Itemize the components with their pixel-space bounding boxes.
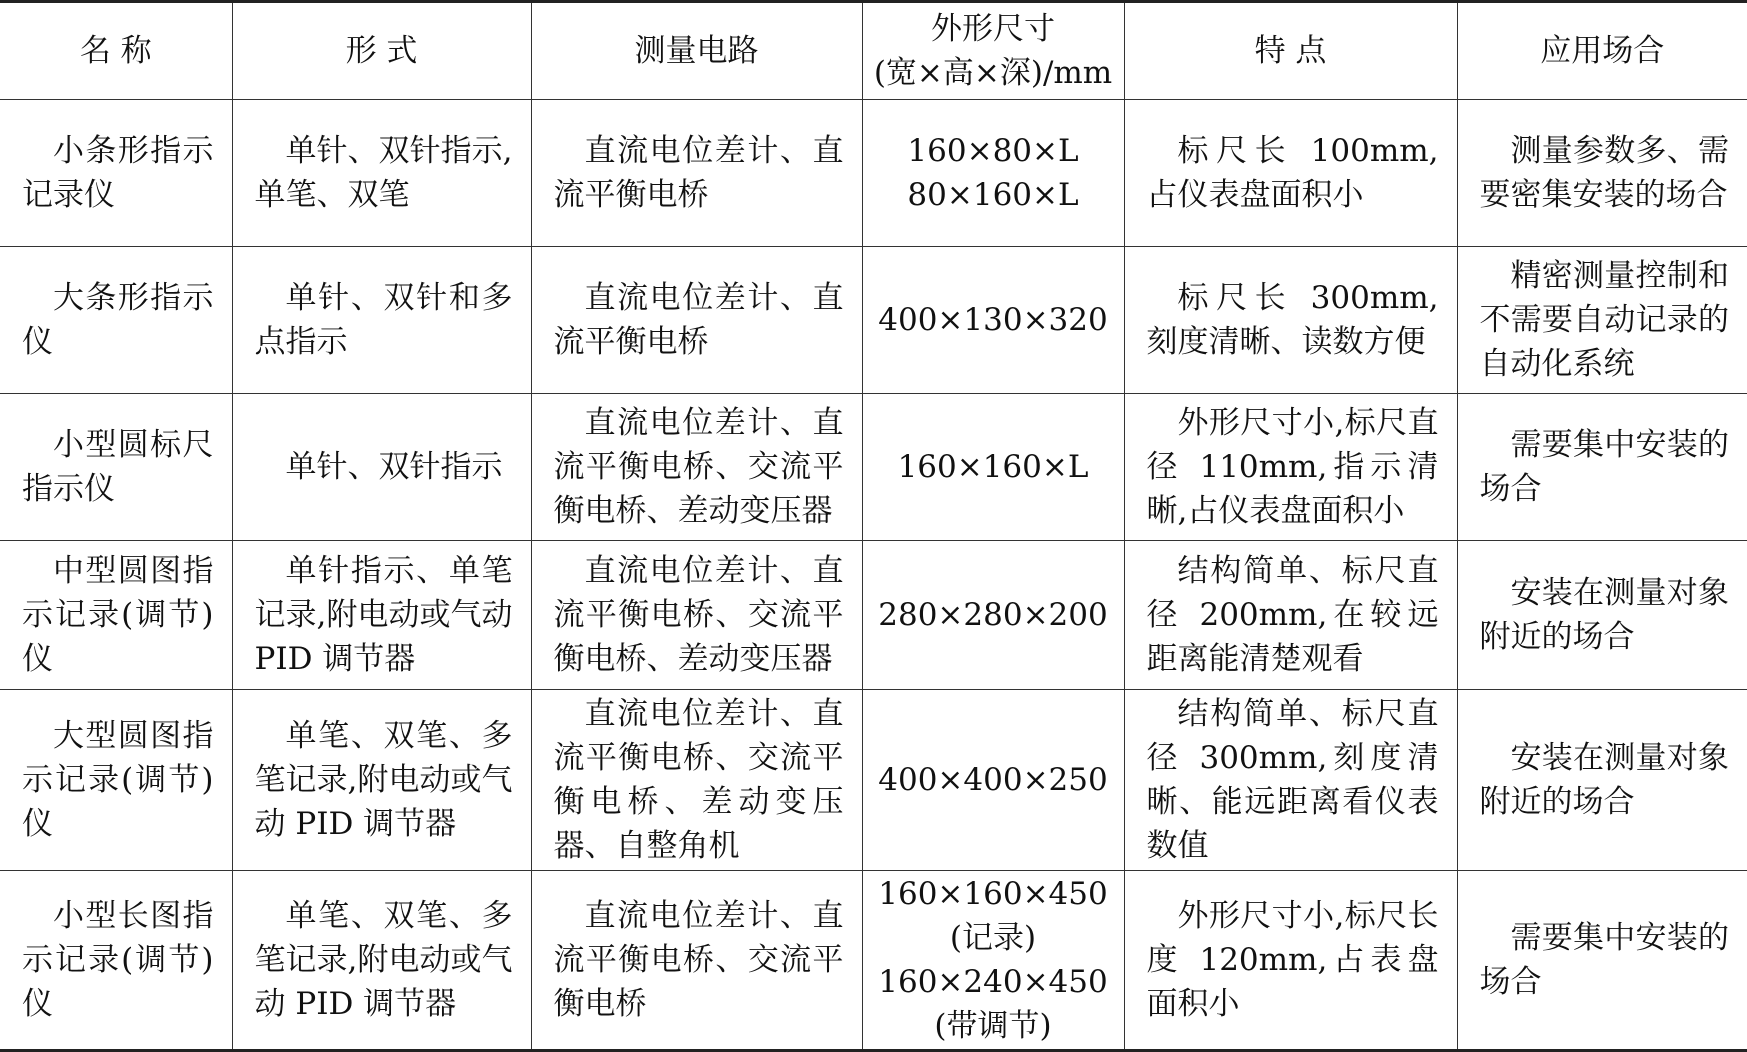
header-feature: 特 点 — [1124, 2, 1457, 100]
size-line: 280×280×200 — [878, 597, 1108, 633]
table-body — [0, 100, 1747, 1051]
table-header — [0, 2, 1747, 100]
cell-application: 安装在测量对象附近的场合 — [1457, 541, 1747, 690]
size-line: (记录) — [949, 920, 1037, 956]
cell-circuit: 直流电位差计、直流平衡电桥 — [531, 247, 862, 394]
header-size-line1: 外形尺寸 — [931, 11, 1055, 47]
cell-application: 需要集中安装的场合 — [1457, 871, 1747, 1051]
cell-application: 需要集中安装的场合 — [1457, 394, 1747, 541]
cell-feature: 结构简单、标尺直径 300mm,刻度清晰、能远距离看仪表数值 — [1124, 690, 1457, 871]
cell-size — [862, 100, 1124, 247]
cell-name: 小条形指示记录仪 — [0, 100, 232, 247]
cell-feature: 标尺长 300mm,刻度清晰、读数方便 — [1124, 247, 1457, 394]
size-line: 400×130×320 — [878, 302, 1108, 338]
table-row — [0, 394, 1747, 541]
cell-form: 单针、双针指示,单笔、双笔 — [232, 100, 531, 247]
cell-circuit: 直流电位差计、直流平衡电桥、交流平衡电桥、差动变压器、自整角机 — [531, 690, 862, 871]
cell-form: 单针、双针指示 — [232, 394, 531, 541]
size-line: (带调节) — [934, 1008, 1052, 1044]
cell-feature: 标尺长 100mm,占仪表盘面积小 — [1124, 100, 1457, 247]
header-size — [862, 2, 1124, 100]
table-row — [0, 100, 1747, 247]
header-circuit: 测量电路 — [531, 2, 862, 100]
cell-application: 测量参数多、需要密集安装的场合 — [1457, 100, 1747, 247]
cell-size — [862, 871, 1124, 1051]
header-size-line2: (宽×高×深)/mm — [873, 55, 1113, 91]
cell-name: 中型圆图指示记录(调节)仪 — [0, 541, 232, 690]
size-line: 160×240×450 — [878, 964, 1108, 1000]
cell-form: 单针、双针和多点指示 — [232, 247, 531, 394]
cell-size — [862, 690, 1124, 871]
cell-circuit: 直流电位差计、直流平衡电桥、交流平衡电桥、差动变压器 — [531, 394, 862, 541]
cell-name: 小型圆标尺指示仪 — [0, 394, 232, 541]
cell-form: 单针指示、单笔记录,附电动或气动 PID 调节器 — [232, 541, 531, 690]
header-name: 名 称 — [0, 2, 232, 100]
size-line: 160×160×450 — [878, 876, 1108, 912]
cell-circuit: 直流电位差计、直流平衡电桥 — [531, 100, 862, 247]
header-application: 应用场合 — [1457, 2, 1747, 100]
cell-name: 小型长图指示记录(调节)仪 — [0, 871, 232, 1051]
size-line: 400×400×250 — [878, 762, 1108, 798]
table-row — [0, 690, 1747, 871]
cell-application: 安装在测量对象附近的场合 — [1457, 690, 1747, 871]
size-line: 160×160×L — [897, 449, 1089, 485]
cell-size — [862, 247, 1124, 394]
cell-circuit: 直流电位差计、直流平衡电桥、交流平衡电桥 — [531, 871, 862, 1051]
table-row — [0, 541, 1747, 690]
header-row — [0, 2, 1747, 100]
cell-application: 精密测量控制和不需要自动记录的自动化系统 — [1457, 247, 1747, 394]
cell-feature: 结构简单、标尺直径 200mm,在较远距离能清楚观看 — [1124, 541, 1457, 690]
table-row — [0, 871, 1747, 1051]
cell-form: 单笔、双笔、多笔记录,附电动或气动 PID 调节器 — [232, 690, 531, 871]
cell-size — [862, 541, 1124, 690]
header-form: 形 式 — [232, 2, 531, 100]
size-line: 160×80×L — [907, 133, 1079, 169]
cell-feature: 外形尺寸小,标尺长度 120mm,占表盘面积小 — [1124, 871, 1457, 1051]
cell-size — [862, 394, 1124, 541]
cell-form: 单笔、双笔、多笔记录,附电动或气动 PID 调节器 — [232, 871, 531, 1051]
cell-feature: 外形尺寸小,标尺直径 110mm,指示清晰,占仪表盘面积小 — [1124, 394, 1457, 541]
size-line: 80×160×L — [907, 177, 1079, 213]
cell-circuit: 直流电位差计、直流平衡电桥、交流平衡电桥、差动变压器 — [531, 541, 862, 690]
table-row — [0, 247, 1747, 394]
cell-name: 大条形指示仪 — [0, 247, 232, 394]
cell-name: 大型圆图指示记录(调节)仪 — [0, 690, 232, 871]
